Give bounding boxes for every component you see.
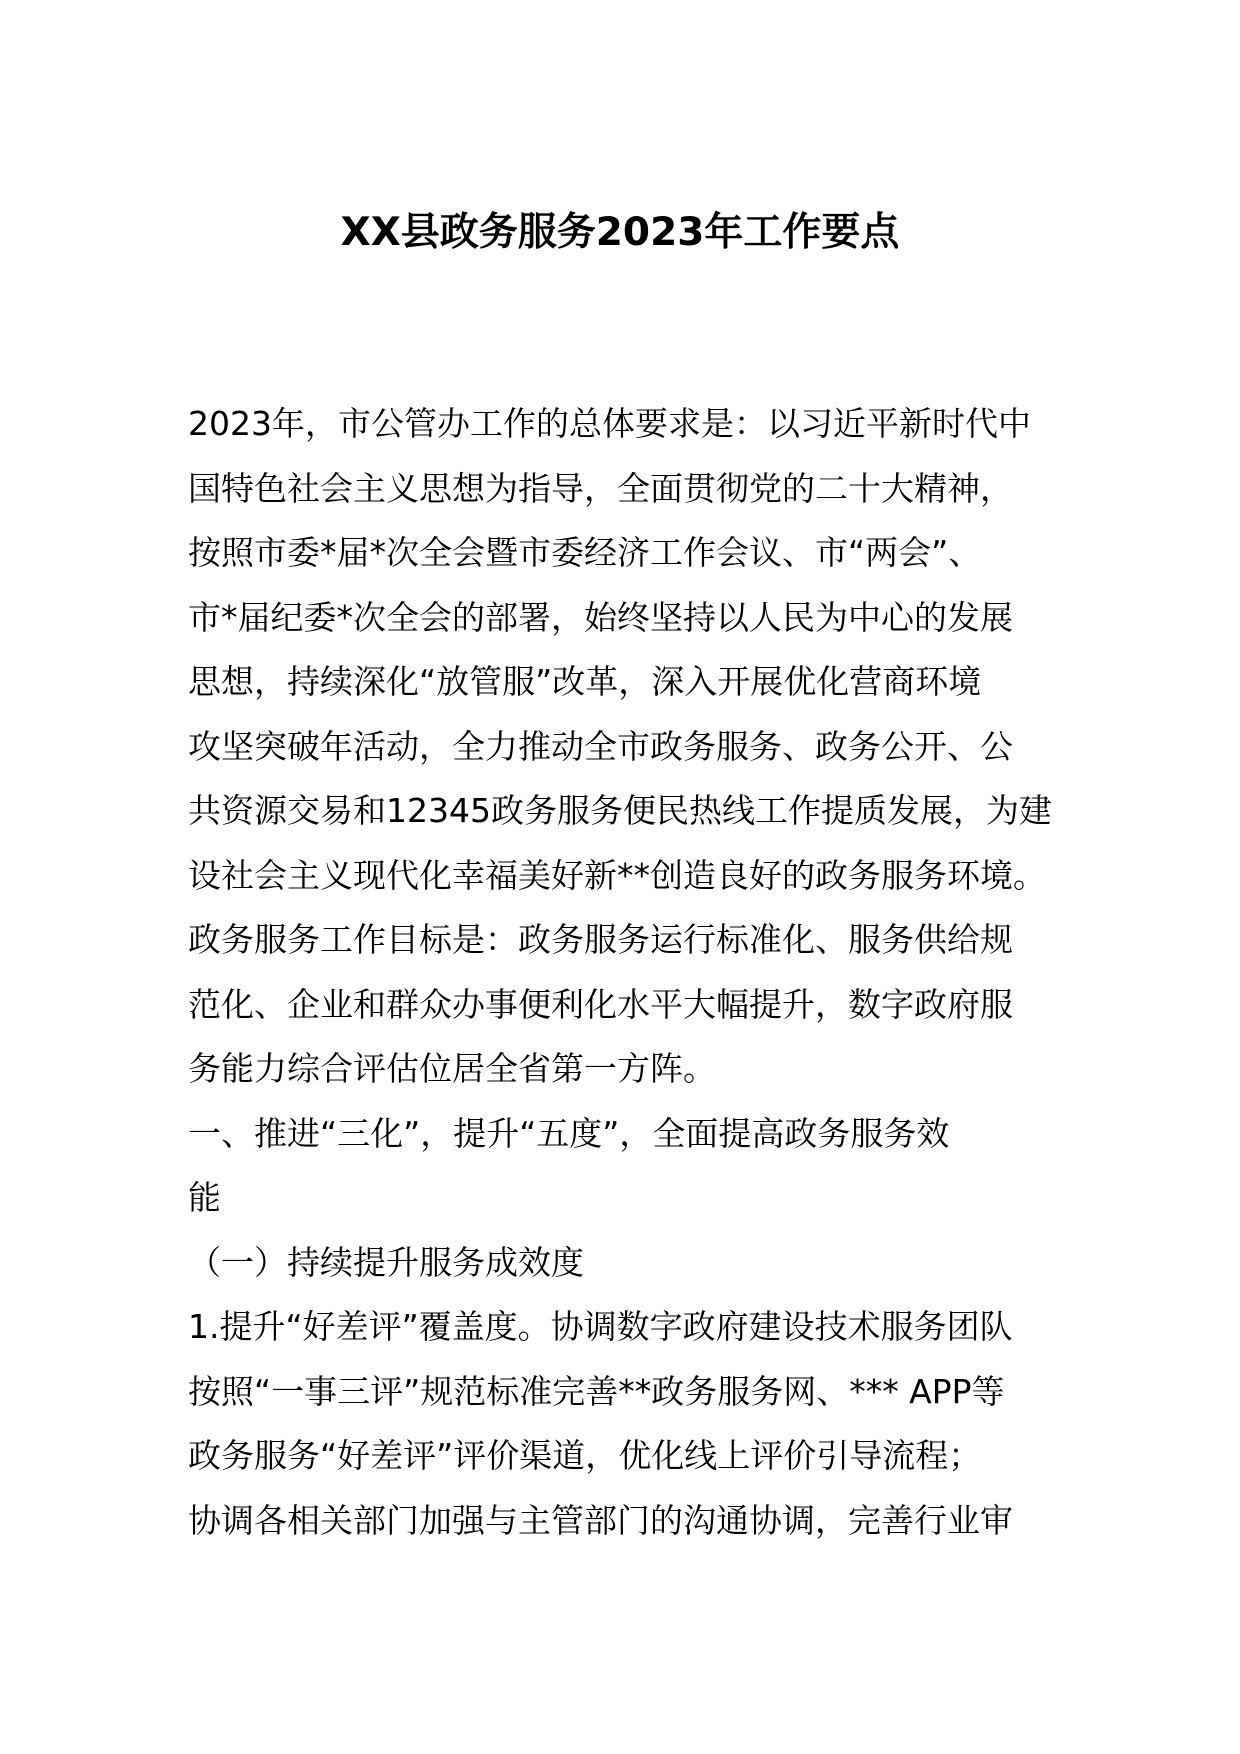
text-line-16: 按照“一事三评”规范标准完善**政务服务网、*** APP等 <box>188 1371 1005 1411</box>
text-line-17: 政务服务“好差评”评价渠道，优化线上评价引导流程； <box>188 1436 982 1475</box>
text-line-15: 1.提升“好差评”覆盖度。协调数字政府建设技术服务团队 <box>188 1307 1013 1346</box>
section-heading-line-2: 能 <box>188 1178 221 1217</box>
text-line-3: 按照市委*届*次全会暨市委经济工作会议、市“两会”、 <box>188 533 982 572</box>
text-line-2: 国特色社会主义思想为指导，全面贯彻党的二十大精神， <box>188 468 1013 508</box>
document-body <box>188 392 1088 1553</box>
text-line-6: 攻坚突破年活动，全力推动全市政务服务、政务公开、公 <box>188 726 1013 766</box>
text-line-8: 设社会主义现代化幸福美好新**创造良好的政务服务环境。 <box>188 855 1046 895</box>
text-line-18: 协调各相关部门加强与主管部门的沟通协调，完善行业审 <box>188 1500 1013 1540</box>
text-line-9: 政务服务工作目标是：政务服务运行标准化、服务供给规 <box>188 920 1013 959</box>
text-line-5: 思想，持续深化“放管服”改革，深入开展优化营商环境 <box>188 662 982 701</box>
subsection-heading: （一）持续提升服务成效度 <box>188 1242 584 1282</box>
text-line-4: 市*届纪委*次全会的部署，始终坚持以人民为中心的发展 <box>188 597 1013 637</box>
text-line-7: 共资源交易和12345政务服务便民热线工作提质发展，为建 <box>188 791 1052 830</box>
text-line-11: 务能力综合评估位居全省第一方阵。 <box>188 1049 716 1088</box>
section-heading-line-1: 一、推进“三化”，提升“五度”，全面提高政务服务效 <box>188 1113 950 1153</box>
document-title: XX县政务服务2023年工作要点 <box>340 210 900 255</box>
text-line-1: 2023年，市公管办工作的总体要求是：以习近平新时代中 <box>188 404 1031 443</box>
text-line-10: 范化、企业和群众办事便利化水平大幅提升，数字政府服 <box>188 984 1013 1024</box>
